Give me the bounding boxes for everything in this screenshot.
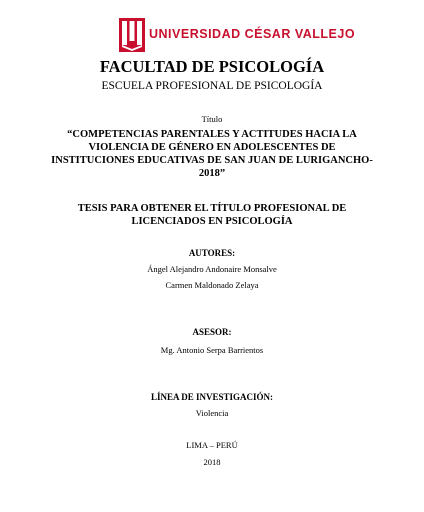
thesis-title-line: 2018”: [198, 168, 226, 179]
research-line-heading: LÍNEA DE INVESTIGACIÓN:: [150, 392, 274, 402]
author-name: Ángel Alejandro Andonaire Monsalve: [147, 264, 277, 274]
research-line: Violencia: [195, 408, 229, 418]
thesis-title-line: VIOLENCIA DE GÉNERO EN ADOLESCENTES DE: [88, 142, 336, 153]
advisor-heading: ASESOR:: [192, 327, 232, 337]
place: LIMA – PERÚ: [186, 440, 238, 450]
degree-line: LICENCIADOS EN PSICOLOGÍA: [131, 216, 293, 227]
authors-heading: AUTORES:: [188, 248, 236, 258]
year: 2018: [203, 457, 221, 467]
thesis-title: [40, 128, 384, 180]
degree-line: TESIS PARA OBTENER EL TÍTULO PROFESIONAL DE: [77, 203, 347, 214]
university-name: UNIVERSIDAD CÉSAR VALLEJO: [149, 27, 356, 41]
title-label: Título: [201, 114, 223, 124]
thesis-title-line: “COMPETENCIAS PARENTALES Y ACTITUDES HACIA LA: [67, 129, 357, 140]
advisor-name: Mg. Antonio Serpa Barrientos: [160, 345, 264, 355]
author-name: Carmen Maldonado Zelaya: [165, 280, 259, 290]
university-logo: [119, 18, 356, 52]
faculty-name: FACULTAD DE PSICOLOGÍA: [99, 57, 325, 76]
degree-statement: [40, 202, 384, 228]
thesis-title-line: INSTITUCIONES EDUCATIVAS DE SAN JUAN DE LURIGANCHO-: [51, 155, 373, 166]
school-name: ESCUELA PROFESIONAL DE PSICOLOGÍA: [101, 80, 323, 92]
ucv-shield-logo-icon: [119, 18, 145, 52]
